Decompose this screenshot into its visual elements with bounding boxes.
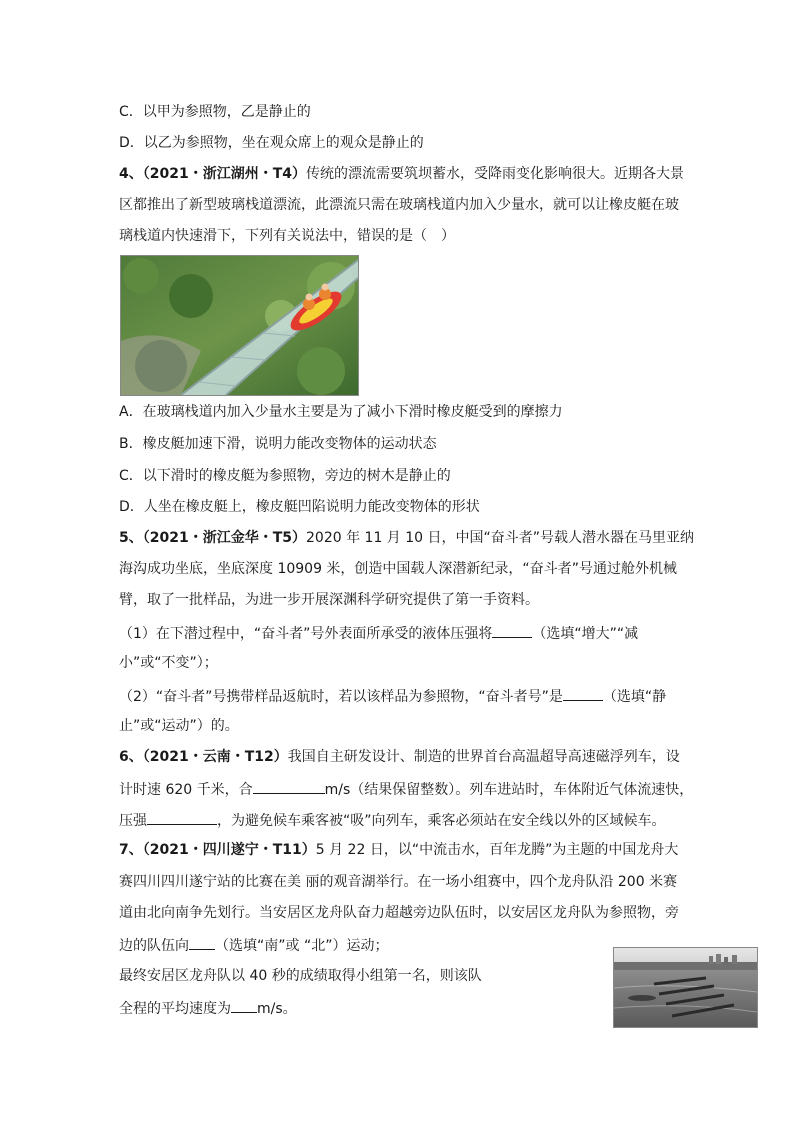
q6-speed-answer-blank[interactable] [253,778,325,794]
q7-text: 5 月 22 日，以“中流击水，百年龙腾”为主题的中国龙舟大 [315,842,679,858]
q5-stem-line2: 海沟成功坐底，坐底深度 10909 米，创造中国载人深潜新纪录，“奋斗者”号通过舱外机械 [119,561,677,577]
q7-stem-line6 [119,997,297,1019]
q4-rafting-photo [120,255,359,396]
q4-text: 传统的漂流需要筑坝蓄水，受降雨变化影响很大。近期各大景 [306,166,685,182]
q5-sub2-line2: 止”或“运动”）的。 [119,718,239,734]
q5-sub2-text-a: （2）“奋斗者”号携带样品返航时，若以该样品为参照物，“奋斗者号”是 [119,689,563,705]
q5-sub1-line1 [119,622,638,644]
q5-stem-line3: 臂，取了一批样品，为进一步开展深渊科学研究提供了第一手资料。 [119,592,539,608]
q4-option-b: B．橡皮艇加速下滑，说明力能改变物体的运动状态 [119,436,437,452]
q7-stem-line3: 道由北向南争先划行。当安居区龙舟队奋力超越旁边队伍时，以安居区龙舟队为参照物，旁 [119,905,679,921]
q6-pressure-answer-blank[interactable] [147,809,217,825]
q5-source: （2021・浙江金华・T5） [142,530,307,546]
q7-stem-line2: 赛四川四川遂宁站的比赛在美 丽的观音湖举行。在一场小组赛中，四个龙舟队沿 200 米赛 [119,874,678,890]
q4-stem-line2: 区都推出了新型玻璃栈道漂流，此漂流只需在玻璃栈道内加入少量水，就可以让橡皮艇在玻 [119,197,679,213]
q5-text: 2020 年 11 月 10 日，中国“奋斗者”号载人潜水器在马里亚纳 [306,530,695,546]
q7-stem-line1 [119,840,678,860]
q6-stem-line2 [119,778,693,800]
q5-sub1-text-b: （选填“增大”“减 [532,626,639,642]
q5-number: 5、 [119,530,143,546]
q7-stem-line4 [119,934,388,956]
q3-option-c: C．以甲为参照物，乙是静止的 [119,104,311,120]
q5-sub1-line2: 小”或“不变”）； [119,655,218,671]
q6-text-b: m/s（结果保留整数）。列车进站时，车体附近气体流速快， [324,782,694,798]
q4-option-a: A．在玻璃栈道内加入少量水主要是为了减小下滑时橡皮艇受到的摩擦力 [119,404,563,420]
q4-number: 4、 [119,166,143,182]
q7-text-d: m/s。 [257,1001,297,1017]
q5-stem-line1 [119,528,694,548]
q6-text-c: 压强 [119,813,147,829]
q4-source: （2021・浙江湖州・T4） [142,166,307,182]
q6-number: 6、 [119,749,143,765]
q4-option-d: D．人坐在橡皮艇上，橡皮艇凹陷说明力能改变物体的形状 [119,499,480,515]
q7-text-b: （选填“南”或 “北”）运动； [215,938,389,954]
glass-slide-image [121,256,358,395]
q7-direction-answer-blank[interactable] [189,934,215,950]
q3-option-d: D．以乙为参照物，坐在观众席上的观众是静止的 [119,135,424,151]
q5-sub1-text-a: （1）在下潜过程中，“奋斗者”号外表面所承受的液体压强将 [119,626,493,642]
q7-text-a: 边的队伍向 [119,938,189,954]
q6-stem-line3 [119,809,666,831]
q6-text-a: 计时速 620 千米，合 [119,782,253,798]
q5-sub2-answer-blank[interactable] [563,685,603,701]
q5-sub2-line1 [119,685,666,707]
q5-sub2-text-b: （选填“静 [602,689,667,705]
q6-text-d: ，为避免候车乘客被“吸”向列车，乘客必须站在安全线以外的区域候车。 [217,813,666,829]
q7-stem-line5: 最终安居区龙舟队以 40 秒的成绩取得小组第一名，则该队 [119,968,482,984]
q4-stem-line3: 璃栈道内快速滑下，下列有关说法中，错误的是（ ） [119,228,455,244]
q7-source: （2021・四川遂宁・T11） [142,842,316,858]
q6-source: （2021・云南・T12） [142,749,288,765]
q6-stem-line1 [119,747,680,767]
dragon-boat-lake-image [614,948,757,1027]
q7-text-c: 全程的平均速度为 [119,1001,231,1017]
q4-stem-line1 [119,164,684,184]
q6-text: 我国自主研发设计、制造的世界首台高温超导高速磁浮列车，设 [287,749,680,765]
q5-sub1-answer-blank[interactable] [492,622,532,638]
q7-speed-answer-blank[interactable] [231,997,257,1013]
q4-option-c: C．以下滑时的橡皮艇为参照物，旁边的树木是静止的 [119,468,451,484]
q7-number: 7、 [119,842,143,858]
q7-dragon-boat-photo [613,947,758,1028]
